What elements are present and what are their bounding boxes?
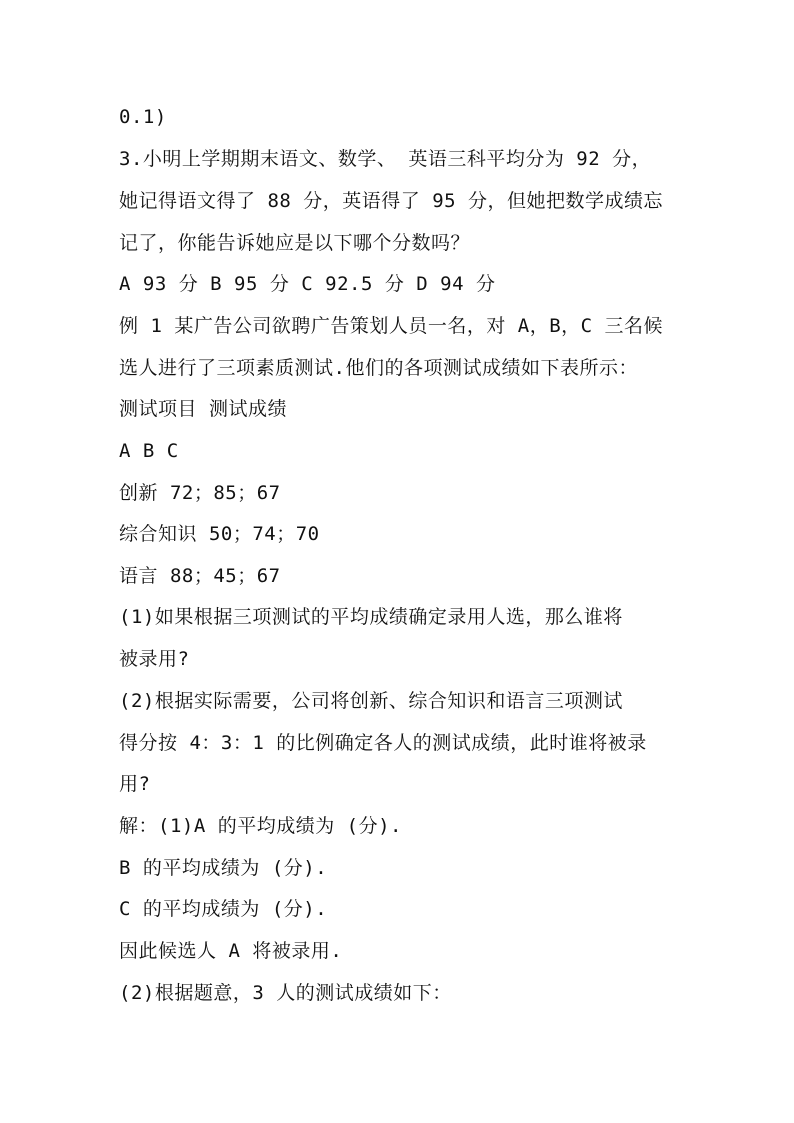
solution-line-3: C 的平均成绩为 (分). bbox=[119, 898, 328, 920]
sub-question-2-line-1: (2)根据实际需要，公司将创新、综合知识和语言三项测试 bbox=[119, 690, 623, 712]
sub-question-1-line-1: (1)如果根据三项测试的平均成绩确定录用人选，那么谁将 bbox=[119, 606, 623, 628]
solution-line-2: B 的平均成绩为 (分). bbox=[119, 857, 328, 879]
question-3-line-1: 3.小明上学期期末语文、数学、 英语三科平均分为 92 分， bbox=[119, 148, 652, 170]
table-header-row: 测试项目 测试成绩 bbox=[119, 398, 287, 420]
example-1-line-1: 例 1 某广告公司欲聘广告策划人员一名，对 A，B，C 三名候 bbox=[119, 315, 664, 337]
solution-line-1: 解：(1)A 的平均成绩为 (分). bbox=[119, 815, 402, 837]
question-3-line-3: 记了，你能告诉她应是以下哪个分数吗？ bbox=[119, 232, 471, 254]
table-row-innovation: 创新 72；85；67 bbox=[119, 482, 281, 504]
table-row-knowledge: 综合知识 50；74；70 bbox=[119, 523, 320, 545]
solution-line-4: 因此候选人 A 将被录用. bbox=[119, 940, 343, 962]
table-row-language: 语言 88；45；67 bbox=[119, 565, 281, 587]
example-1-line-2: 选人进行了三项素质测试.他们的各项测试成绩如下表所示： bbox=[119, 357, 638, 379]
sub-question-2-line-2: 得分按 4：3：1 的比例确定各人的测试成绩，此时谁将被录 bbox=[119, 732, 647, 754]
solution-line-5: (2)根据题意，3 人的测试成绩如下： bbox=[119, 982, 452, 1004]
table-candidates-row: A B C bbox=[119, 440, 179, 462]
sub-question-2-line-3: 用? bbox=[119, 773, 151, 795]
text-line-continuation: 0.1) bbox=[119, 106, 167, 128]
question-3-options: A 93 分 B 95 分 C 92.5 分 D 94 分 bbox=[119, 273, 496, 295]
question-3-line-2: 她记得语文得了 88 分，英语得了 95 分，但她把数学成绩忘 bbox=[119, 190, 664, 212]
sub-question-1-line-2: 被录用? bbox=[119, 648, 190, 670]
